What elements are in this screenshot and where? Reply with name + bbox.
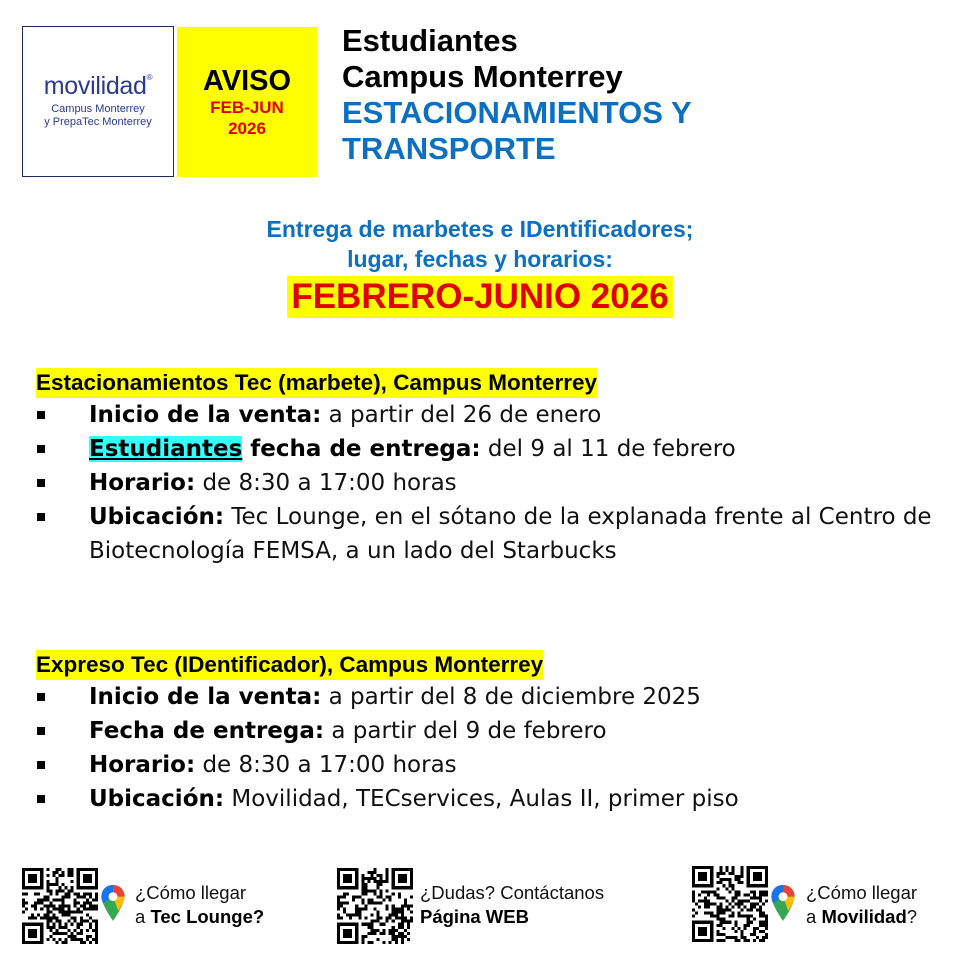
qr-code-icon[interactable]: [692, 866, 768, 942]
qr-code-icon[interactable]: [22, 868, 98, 944]
link-pagina-web-line2: Página WEB: [420, 906, 529, 927]
movilidad-logo: [22, 26, 174, 177]
item-label: Horario:: [89, 470, 196, 496]
section-estacionamientos: [36, 368, 936, 568]
list-item: [36, 680, 936, 714]
section-expreso-tec: [36, 650, 936, 816]
link-tec-lounge-line1: ¿Cómo llegar: [135, 882, 247, 903]
qr-code-icon[interactable]: [337, 868, 413, 944]
bullet-icon: [37, 411, 45, 419]
expreso-tec-list: [36, 680, 936, 816]
item-value: del 9 al 11 de febrero: [480, 436, 736, 462]
link-tec-lounge[interactable]: [135, 881, 264, 929]
item-value: de 8:30 a 17:00 horas: [195, 470, 457, 496]
period-banner: FEBRERO-JUNIO 2026: [287, 276, 672, 318]
list-item: [36, 748, 936, 782]
item-label: Inicio de la venta:: [89, 684, 322, 710]
subtitle-line1: Entrega de marbetes e IDentificadores;: [266, 216, 694, 242]
map-pin-icon: [100, 884, 126, 922]
item-value: a partir del 26 de enero: [321, 402, 602, 428]
section-heading-expreso-tec: Expreso Tec (IDentificador), Campus Monterrey: [36, 650, 543, 680]
link-movilidad-line1: ¿Cómo llegar: [806, 882, 918, 903]
aviso-year: 2026: [228, 119, 266, 138]
title-audience: Estudiantes: [342, 23, 518, 58]
aviso-title: AVISO: [202, 65, 292, 97]
item-label: Inicio de la venta:: [89, 402, 322, 428]
item-value: Movilidad, TECservices, Aulas II, primer piso: [224, 786, 739, 812]
link-pagina-web[interactable]: [420, 881, 604, 929]
logo-subtitle-line1: Campus Monterrey: [51, 103, 145, 115]
section-heading-estacionamientos: Estacionamientos Tec (marbete), Campus Monterrey: [36, 368, 597, 398]
title-campus: Campus Monterrey: [342, 59, 623, 94]
item-label: Ubicación:: [89, 504, 225, 530]
list-item: [36, 500, 936, 568]
subtitle-block: [0, 214, 960, 318]
list-item: [36, 782, 936, 816]
bullet-icon: [37, 727, 45, 735]
logo-wordmark: movilidad®: [43, 72, 153, 100]
estacionamientos-list: [36, 398, 936, 568]
list-item: [36, 432, 936, 466]
bullet-icon: [37, 761, 45, 769]
title-topic-line2: TRANSPORTE: [342, 131, 556, 166]
bullet-icon: [37, 479, 45, 487]
logo-subtitle: [44, 103, 152, 129]
item-label: fecha de entrega:: [242, 436, 481, 462]
estudiantes-highlight: Estudiantes: [89, 436, 243, 462]
item-value: a partir del 8 de diciembre 2025: [321, 684, 701, 710]
list-item: [36, 466, 936, 500]
bullet-icon: [37, 693, 45, 701]
list-item: [36, 398, 936, 432]
bullet-icon: [37, 795, 45, 803]
link-tec-lounge-line2: a Tec Lounge?: [135, 906, 265, 927]
item-value: a partir del 9 de febrero: [324, 718, 607, 744]
item-value: Tec Lounge, en el sótano de la explanada frente al Centro de Biotecnología FEMSA, a un lado del Starbucks: [89, 504, 932, 564]
aviso-period: FEB-JUN: [210, 98, 284, 117]
title-topic-line1: ESTACIONAMIENTOS Y: [342, 95, 692, 130]
logo-subtitle-line2: y PrepaTec Monterrey: [44, 116, 152, 128]
bullet-icon: [37, 445, 45, 453]
item-label: Horario:: [89, 752, 196, 778]
page-title: [342, 23, 942, 167]
link-movilidad-line2: a Movilidad?: [806, 906, 918, 927]
subtitle-line2: lugar, fechas y horarios:: [347, 246, 613, 272]
item-label: Ubicación:: [89, 786, 225, 812]
bullet-icon: [37, 513, 45, 521]
map-pin-icon: [770, 884, 796, 922]
item-value: de 8:30 a 17:00 horas: [195, 752, 457, 778]
aviso-badge: [177, 27, 317, 177]
item-label: Fecha de entrega:: [89, 718, 325, 744]
list-item: [36, 714, 936, 748]
link-movilidad[interactable]: [806, 881, 917, 929]
link-pagina-web-line1: ¿Dudas? Contáctanos: [420, 882, 605, 903]
